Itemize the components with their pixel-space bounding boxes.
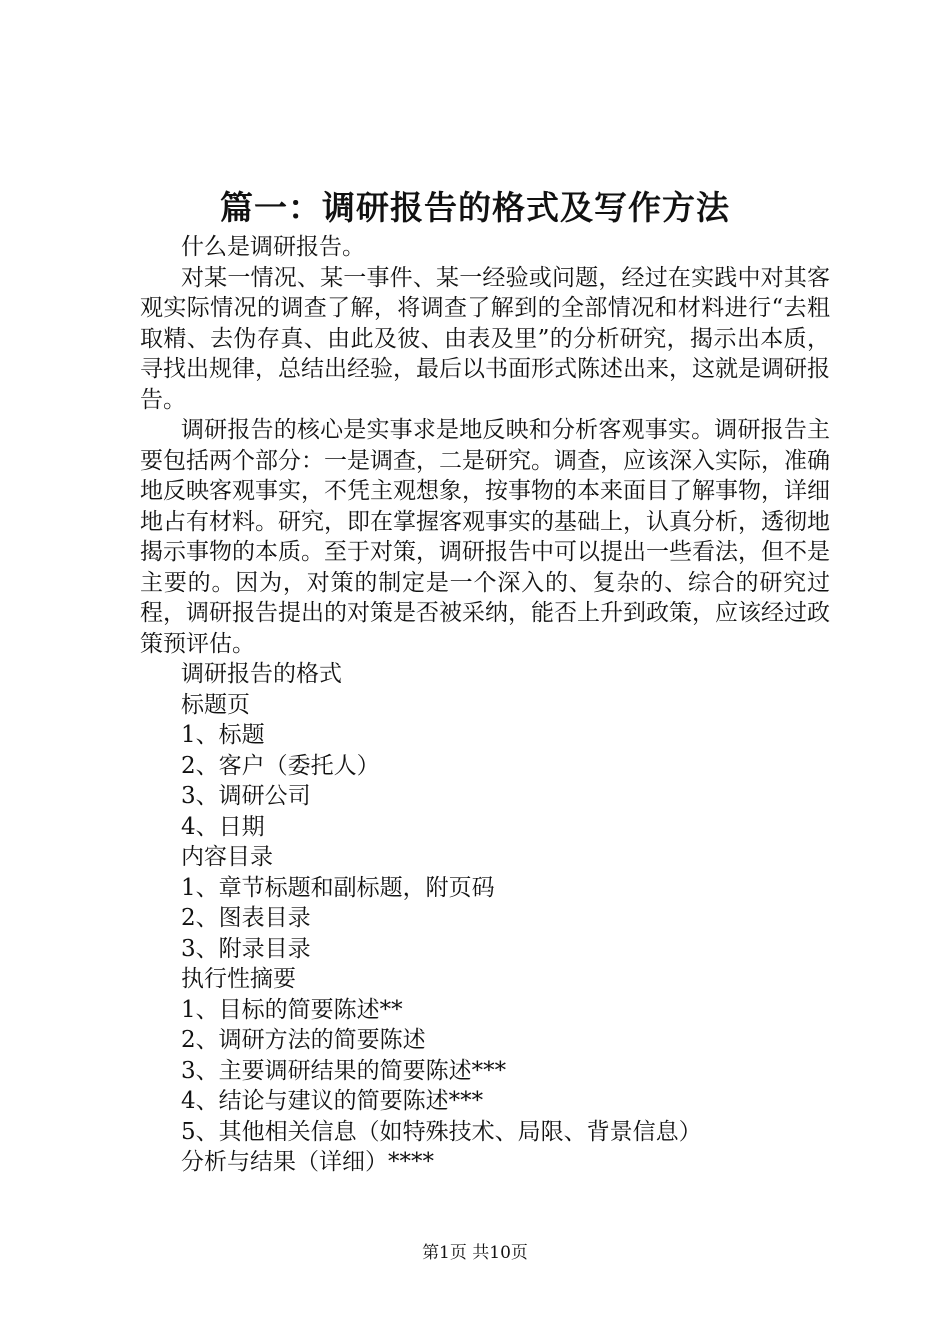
heading-analysis-results: 分析与结果（详细）**** [181,1149,434,1175]
list-item: 4、结论与建议的简要陈述*** [181,1088,484,1114]
list-item: 1、章节标题和副标题，附页码 [181,874,495,901]
list-item: 3、主要调研结果的简要陈述*** [181,1057,507,1084]
list-item: 4、日期 [181,813,265,840]
list-item: 3、调研公司 [181,783,311,809]
paragraph-what-is-report: 什么是调研报告。 [181,234,365,260]
document-title: 篇一：调研报告的格式及写作方法 [220,188,730,227]
list-item: 1、目标的简要陈述** [181,996,403,1023]
heading-contents: 内容目录 [181,844,273,870]
heading-report-format: 调研报告的格式 [181,661,342,687]
document-body [140,232,830,1178]
paragraph-core: 调研报告的核心是实事求是地反映和分析客观事实。调研报告主要包括两个部分：一是调查，二是研究。调查，应该深入实际，准确地反映客观事实，不凭主观想象，按事物的本来面目了解事物，详细地占有材料。研究，即在掌握客观事实的基础上，认真分析，透彻地揭示事物的本质。至于对策，调研报告中可以提出一些看法，但不是主要的。因为，对策的制定是一个深入的、复杂的、综合的研究过程，调研报告提出的对策是否被采纳，能否上升到政策，应该经过政策预评估。 [140,417,830,657]
heading-title-page: 标题页 [181,691,250,718]
list-item: 5、其他相关信息（如特殊技术、局限、背景信息） [181,1118,702,1145]
list-item: 3、附录目录 [181,935,311,962]
list-item: 2、图表目录 [181,905,311,931]
heading-executive-summary: 执行性摘要 [181,966,296,992]
list-item: 2、客户（委托人） [181,752,380,779]
paragraph-definition: 对某一情况、某一事件、某一经验或问题，经过在实践中对其客观实际情况的调查了解，将调查了解到的全部情况和材料进行“去粗取精、去伪存真、由此及彼、由表及里”的分析研究，揭示出本质，寻找出规律，总结出经验，最后以书面形式陈述出来，这就是调研报告。 [140,264,830,413]
list-item: 1、标题 [181,722,265,748]
list-item: 2、调研方法的简要陈述 [181,1027,426,1053]
page-number: 第1页 共10页 [422,1243,528,1263]
